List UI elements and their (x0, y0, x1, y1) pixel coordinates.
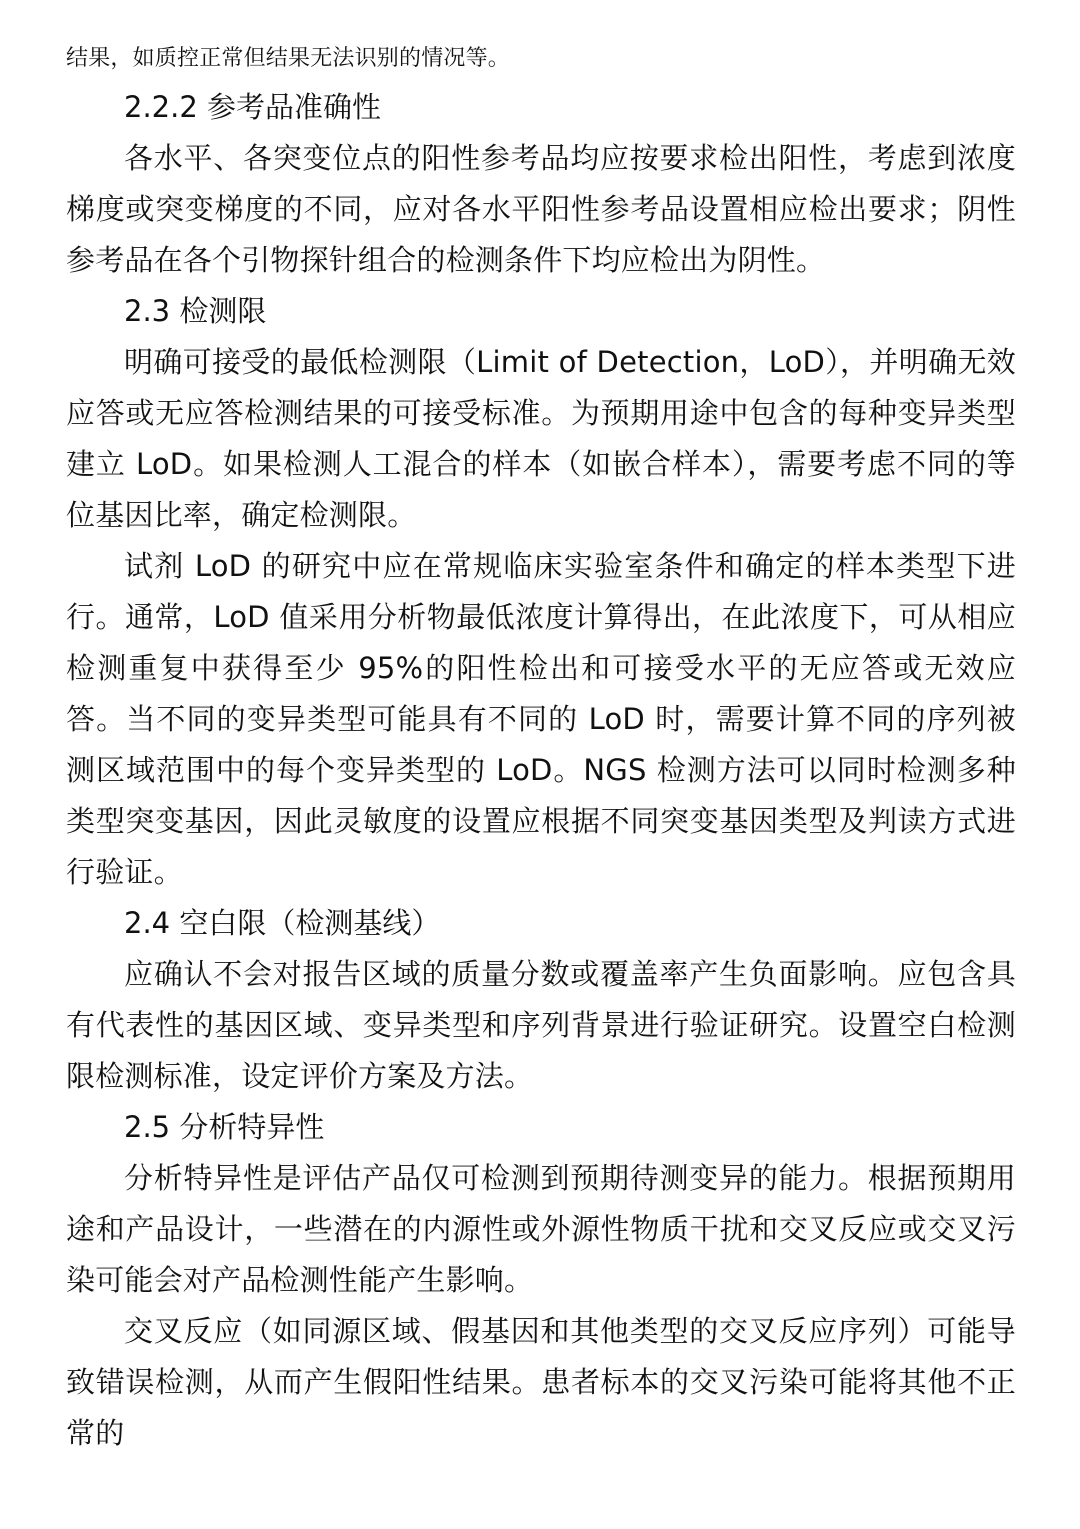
section-heading-2-4: 2.4 空白限（检测基线） (124, 906, 441, 940)
section-heading-2-2-2: 2.2.2 参考品准确性 (124, 90, 382, 124)
section-heading-2-3: 2.3 检测限 (124, 294, 267, 328)
paragraph: 明确可接受的最低检测限（Limit of Detection，LoD），并明确无效应答或无应答检测结果的可接受标准。为预期用途中包含的每种变异类型建立 LoD。如果检测人工混合的样本（如嵌合样本），需要考虑不同的等位基因比率，确定检测限。 (66, 345, 1016, 532)
paragraph: 各水平、各突变位点的阳性参考品均应按要求检出阳性，考虑到浓度梯度或突变梯度的不同，应对各水平阳性参考品设置相应检出要求；阴性参考品在各个引物探针组合的检测条件下均应检出为阴性。 (66, 141, 1016, 277)
paragraph: 分析特异性是评估产品仅可检测到预期待测变异的能力。根据预期用途和产品设计，一些潜在的内源性或外源性物质干扰和交叉反应或交叉污染可能会对产品检测性能产生影响。 (66, 1161, 1016, 1297)
continuation-text: 结果，如质控正常但结果无法识别的情况等。 (66, 46, 511, 71)
paragraph: 应确认不会对报告区域的质量分数或覆盖率产生负面影响。应包含具有代表性的基因区域、变异类型和序列背景进行验证研究。设置空白检测限检测标准，设定评价方案及方法。 (66, 957, 1016, 1093)
paragraph: 交叉反应（如同源区域、假基因和其他类型的交叉反应序列）可能导致错误检测，从而产生假阳性结果。患者标本的交叉污染可能将其他不正常的 (66, 1314, 1016, 1450)
section-heading-2-5: 2.5 分析特异性 (124, 1110, 325, 1144)
document-body (66, 36, 1016, 1459)
paragraph: 试剂 LoD 的研究中应在常规临床实验室条件和确定的样本类型下进行。通常，LoD 值采用分析物最低浓度计算得出，在此浓度下，可从相应检测重复中获得至少 95%的阳性检出和可接受水平的无应答或无效应答。当不同的变异类型可能具有不同的 LoD 时，需要计算不同的序列被测区域范围中的每个变异类型的 LoD。NGS 检测方法可以同时检测多种类型突变基因，因此灵敏度的设置应根据不同突变基因类型及判读方式进行验证。 (66, 549, 1016, 889)
